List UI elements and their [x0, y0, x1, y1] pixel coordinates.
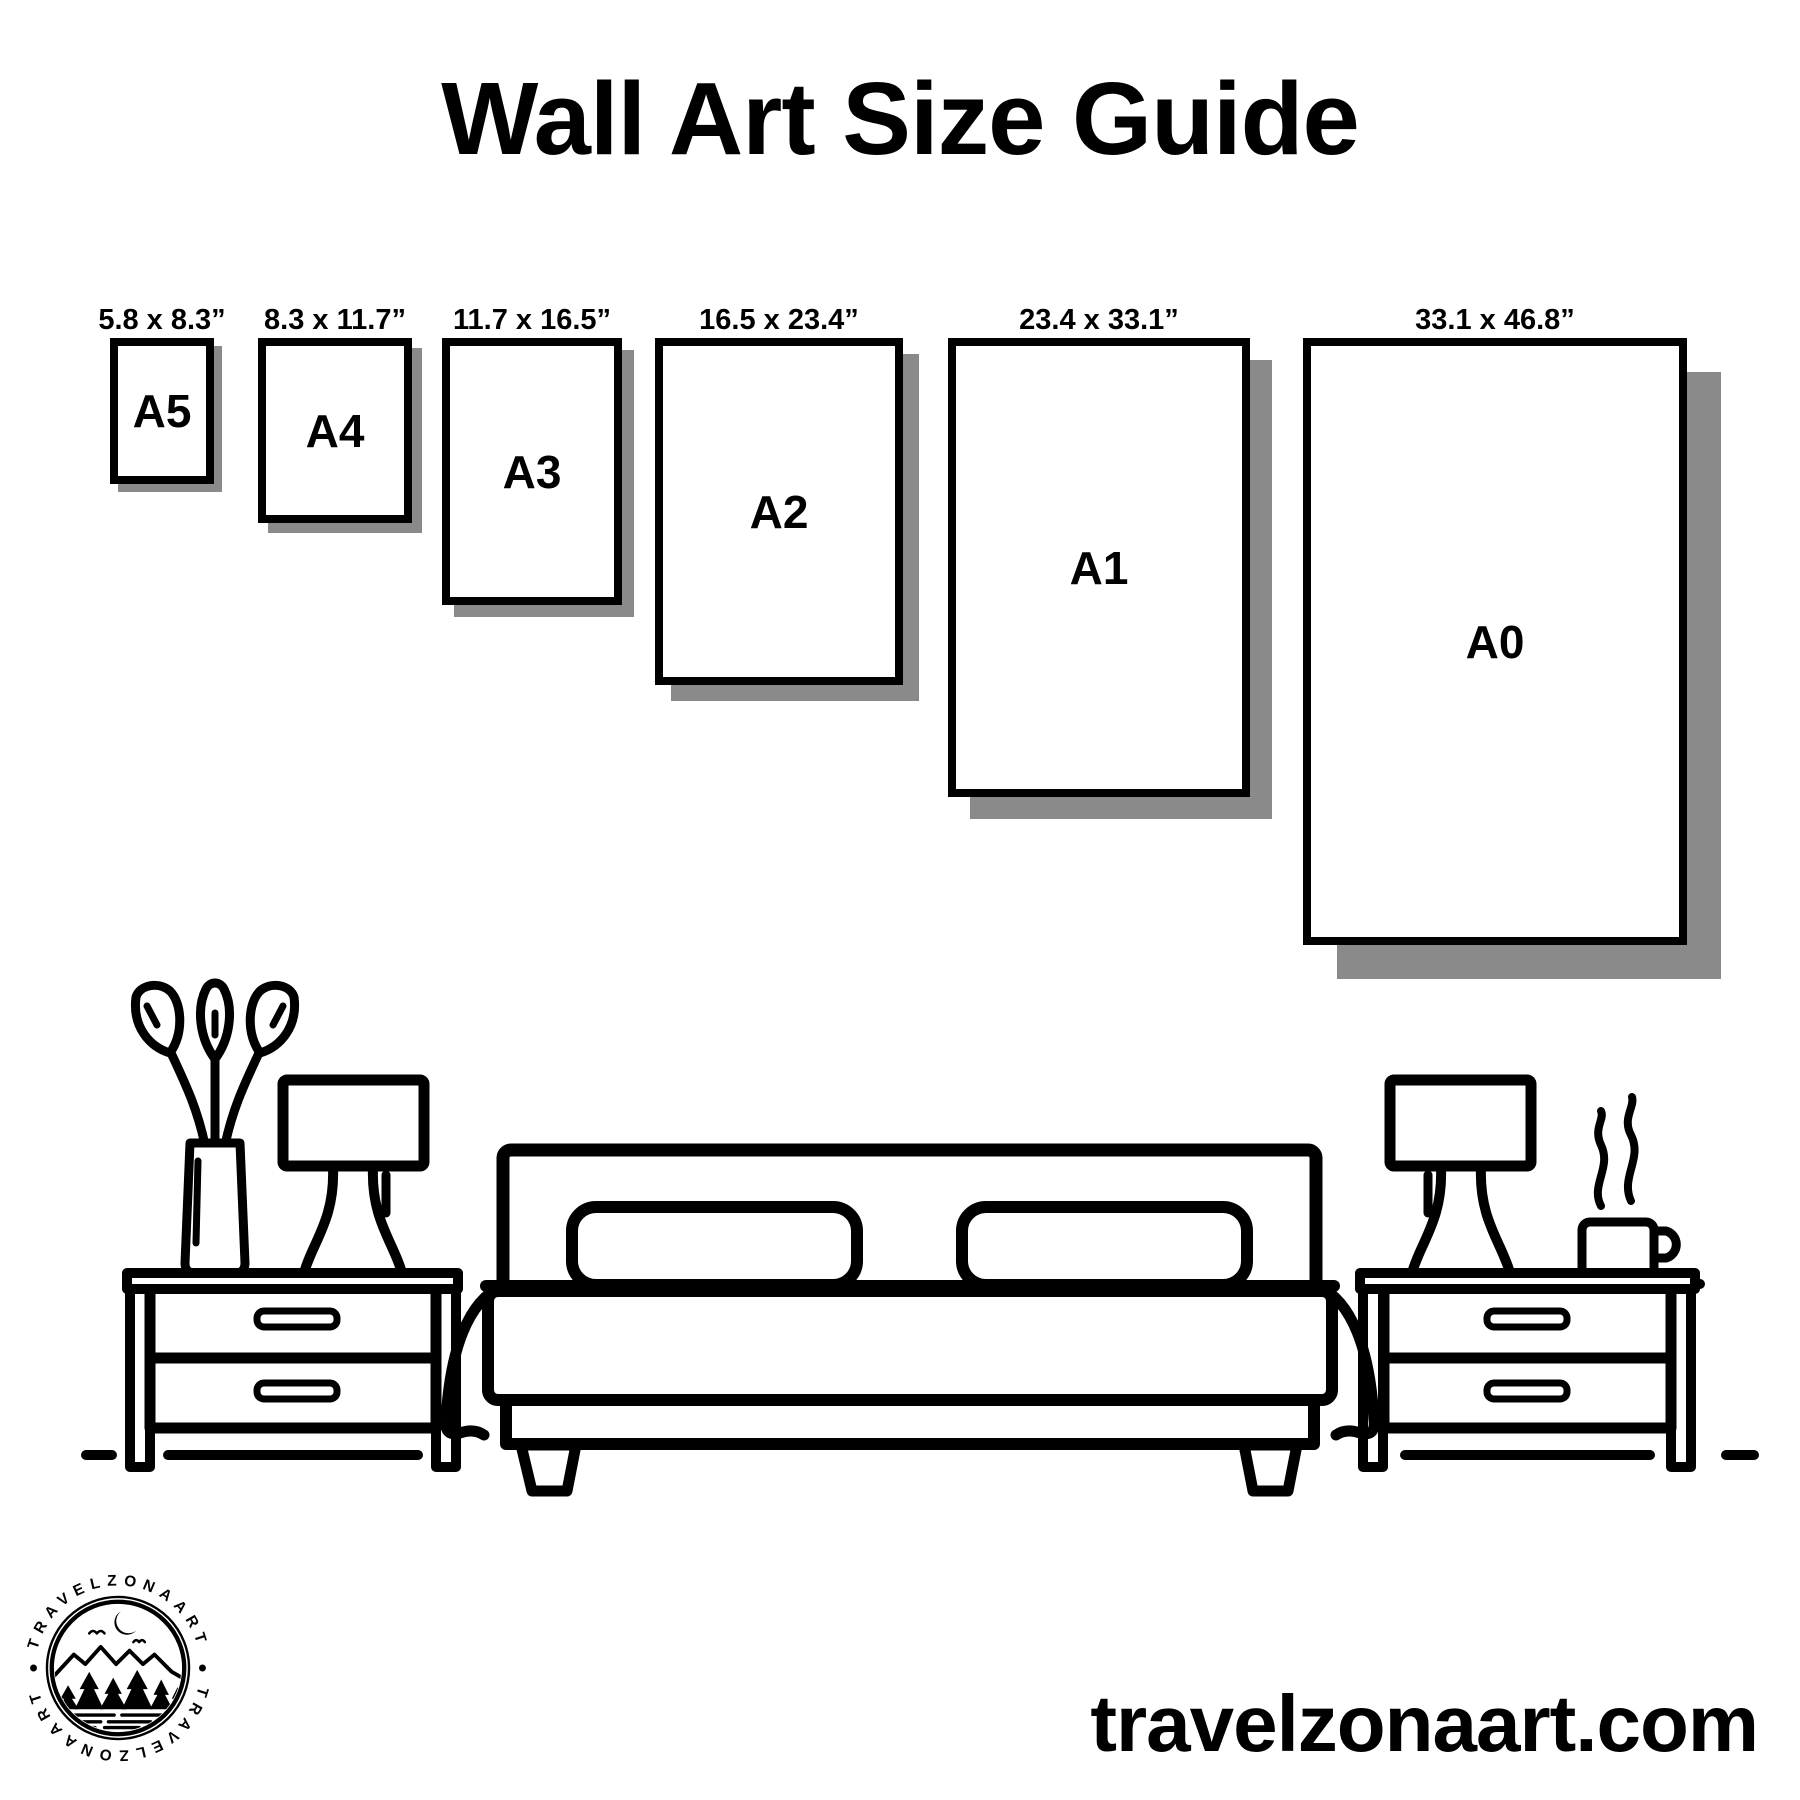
frame-a1-dimensions: 23.4 x 33.1” — [1019, 304, 1179, 336]
table-lamp-icon — [1390, 1080, 1531, 1273]
potted-plant-icon — [135, 983, 294, 1273]
table-lamp-icon — [283, 1080, 424, 1273]
frame-a2 — [655, 304, 903, 685]
mountains — [51, 1647, 185, 1680]
bedroom-scene-illustration — [0, 975, 1800, 1515]
page-title: Wall Art Size Guide — [441, 61, 1359, 176]
brand-arc-text-bottom: TRAVELZONAART — [24, 1684, 212, 1764]
steam-icon — [1598, 1111, 1604, 1206]
frame-a4 — [258, 304, 412, 523]
separator-dot — [30, 1665, 37, 1672]
frame-a3-code: A3 — [502, 445, 562, 498]
bird-icon — [89, 1631, 104, 1633]
coffee-mug-icon — [1533, 1097, 1700, 1284]
frame-a3 — [442, 304, 622, 605]
website-url: travelzonaart.com — [1090, 1679, 1758, 1768]
frame-a2-dimensions: 16.5 x 23.4” — [699, 304, 859, 336]
frame-a2-code: A2 — [749, 485, 809, 538]
pillow-icon — [962, 1207, 1247, 1285]
frame-a1 — [948, 304, 1250, 797]
separator-dot — [199, 1665, 206, 1672]
frame-a5-code: A5 — [132, 385, 192, 437]
frame-a0-code: A0 — [1465, 615, 1525, 668]
steam-icon — [1628, 1097, 1635, 1201]
nightstand-icon — [127, 1273, 458, 1467]
frame-a4-code: A4 — [305, 404, 365, 457]
double-bed-icon — [446, 1150, 1374, 1491]
brand-arc-text-top: TRAVELZONAART — [24, 1572, 212, 1652]
frame-a0-dimensions: 33.1 x 46.8” — [1415, 304, 1575, 336]
brand-logo-badge — [22, 1570, 214, 1766]
frame-a0 — [1303, 304, 1687, 945]
frame-a5 — [98, 304, 226, 484]
frame-a1-code: A1 — [1069, 541, 1129, 594]
frame-a3-dimensions: 11.7 x 16.5” — [452, 304, 612, 336]
frame-a4-dimensions: 8.3 x 11.7” — [264, 304, 406, 336]
crescent-moon-icon — [114, 1611, 136, 1634]
frame-a5-dimensions: 5.8 x 8.3” — [98, 304, 226, 336]
water-lines — [64, 1715, 162, 1733]
pillow-icon — [572, 1207, 857, 1285]
bird-icon — [133, 1640, 145, 1642]
nightstand-icon — [1360, 1273, 1695, 1467]
